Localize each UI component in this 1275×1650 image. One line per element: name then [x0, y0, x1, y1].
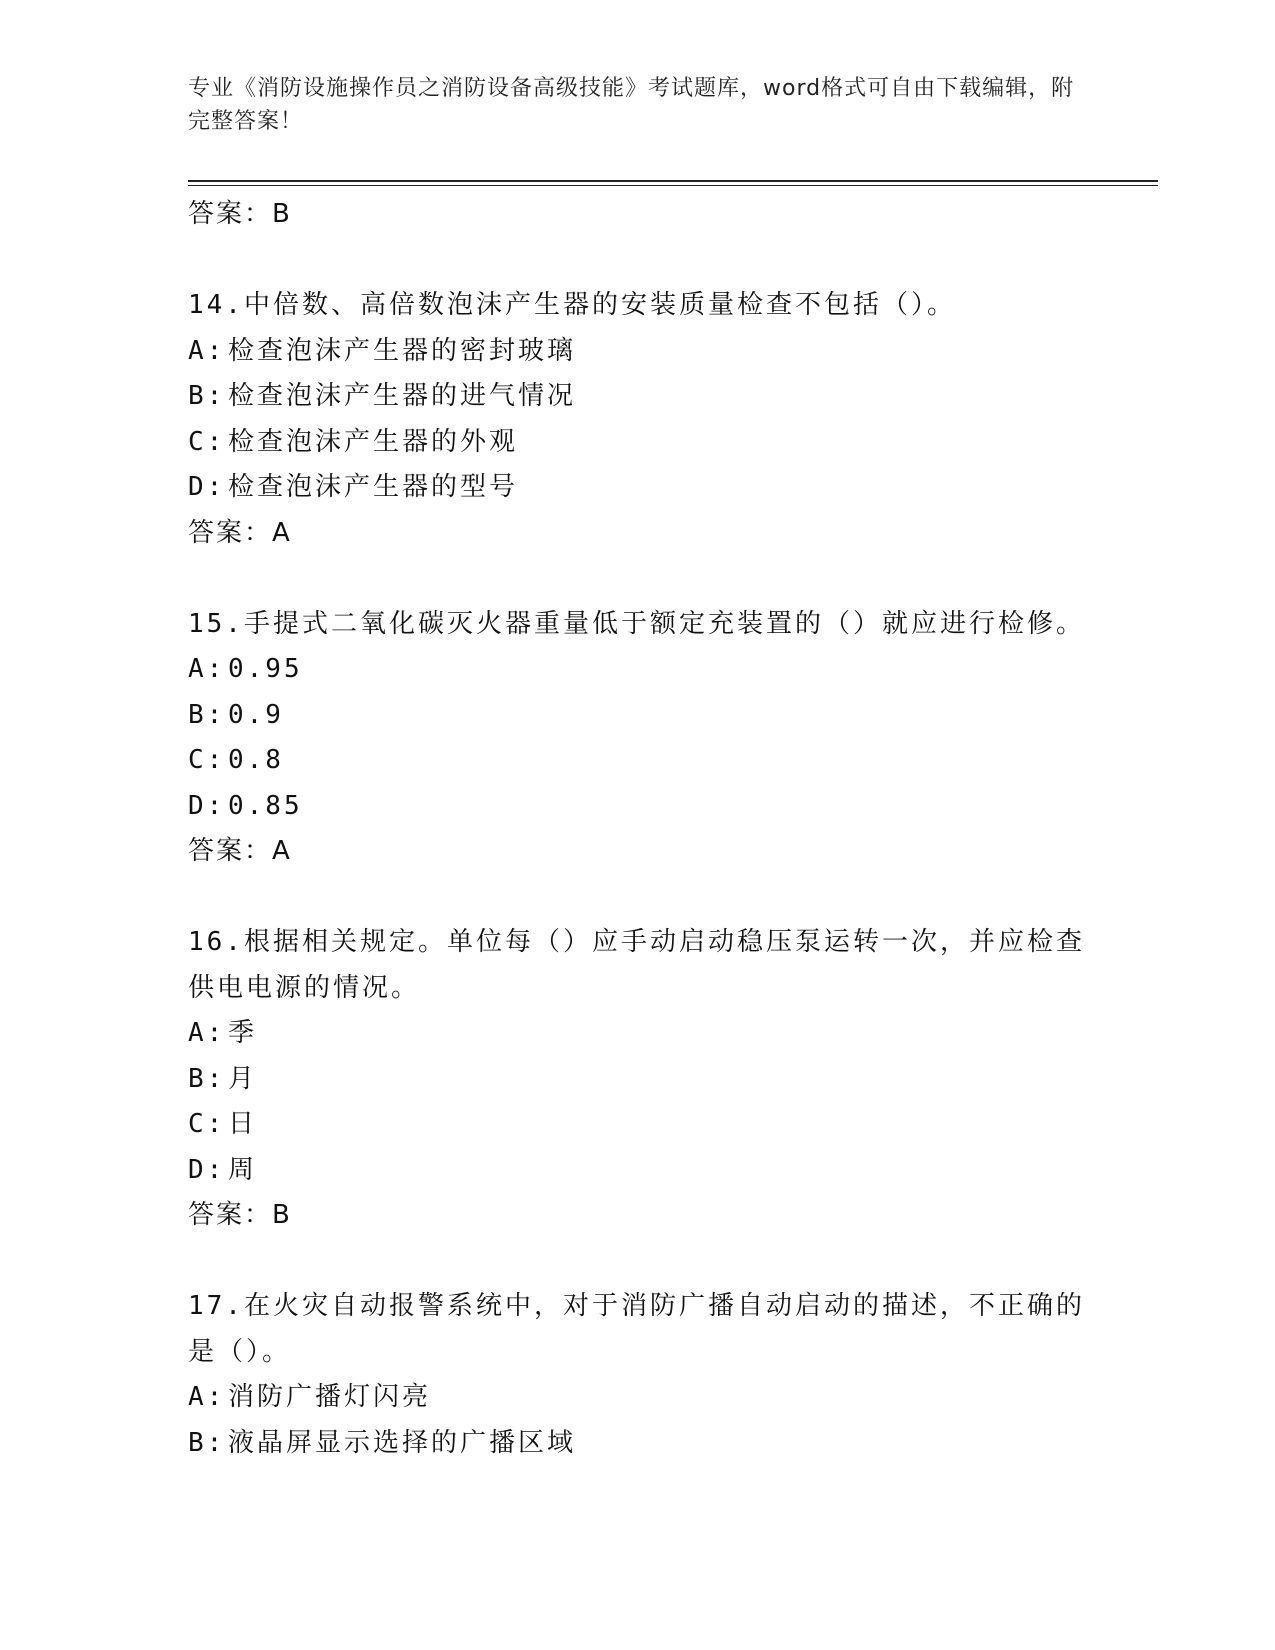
option-text: 月	[228, 1063, 258, 1094]
question-list	[188, 192, 1088, 1466]
option-label: C:	[188, 745, 226, 775]
option-label: D:	[188, 472, 226, 502]
question-block	[188, 920, 1088, 1239]
option-label: A:	[188, 335, 226, 366]
option-text: 周	[228, 1154, 258, 1185]
question-text: 14.中倍数、高倍数泡沫产生器的安装质量检查不包括（）。	[188, 290, 956, 320]
option-d	[188, 1148, 1088, 1194]
answer-line: 答案：A	[188, 517, 292, 548]
question-block	[188, 283, 1088, 556]
spacer	[188, 556, 1088, 602]
option-text: 季	[228, 1018, 258, 1048]
question-text: 15.手提式二氧化碳灭火器重量低于额定充装置的（）就应进行检修。	[188, 608, 1085, 639]
option-label: C:	[188, 426, 226, 457]
spacer	[188, 875, 1088, 921]
option-label: A:	[188, 654, 226, 684]
option-label: A:	[188, 1382, 226, 1412]
option-label: B:	[188, 1063, 226, 1094]
option-label: D:	[188, 790, 226, 821]
answer-line: 答案：B	[188, 1200, 292, 1230]
option-c	[188, 738, 1088, 784]
spacer	[188, 238, 1088, 284]
option-c	[188, 420, 1088, 466]
option-label: C:	[188, 1109, 226, 1139]
answer-line: 答案：A	[188, 836, 292, 866]
option-label: A:	[188, 1018, 226, 1048]
option-text: 0.8	[228, 745, 284, 775]
option-text: 检查泡沫产生器的外观	[228, 426, 519, 457]
option-b	[188, 1421, 1088, 1467]
option-text: 液晶屏显示选择的广播区域	[228, 1427, 577, 1458]
option-text: 0.9	[228, 699, 284, 730]
header-rule-thin	[188, 185, 1158, 186]
document-header: 专业《消防设施操作员之消防设备高级技能》考试题库，word格式可自由下载编辑，附完整答案！	[188, 76, 1075, 134]
answer-line: 答案：B	[188, 199, 292, 229]
header-rule-thick	[188, 180, 1158, 182]
question-block	[188, 602, 1088, 875]
option-a	[188, 329, 1088, 375]
option-d	[188, 465, 1088, 511]
option-text: 0.85	[228, 790, 303, 821]
option-label: D:	[188, 1154, 226, 1185]
spacer	[188, 1239, 1088, 1285]
option-c	[188, 1102, 1088, 1148]
option-label: B:	[188, 699, 226, 730]
option-label: B:	[188, 381, 226, 411]
option-text: 检查泡沫产生器的密封玻璃	[228, 335, 577, 366]
option-text: 日	[228, 1109, 258, 1139]
question-block	[188, 1284, 1088, 1466]
option-text: 0.95	[228, 654, 303, 684]
option-label: B:	[188, 1427, 226, 1458]
option-text: 消防广播灯闪亮	[228, 1382, 432, 1412]
option-a	[188, 1011, 1088, 1057]
option-a	[188, 1375, 1088, 1421]
option-b	[188, 374, 1088, 420]
option-text: 检查泡沫产生器的进气情况	[228, 381, 577, 411]
question-text: 16.根据相关规定。单位每（）应手动启动稳压泵运转一次，并应检查供电电源的情况。	[188, 927, 1085, 1003]
option-b	[188, 1057, 1088, 1103]
question-text: 17.在火灾自动报警系统中，对于消防广播自动启动的描述，不正确的是（）。	[188, 1291, 1085, 1367]
option-a	[188, 647, 1088, 693]
option-d	[188, 784, 1088, 830]
option-text: 检查泡沫产生器的型号	[228, 472, 519, 502]
option-b	[188, 693, 1088, 739]
